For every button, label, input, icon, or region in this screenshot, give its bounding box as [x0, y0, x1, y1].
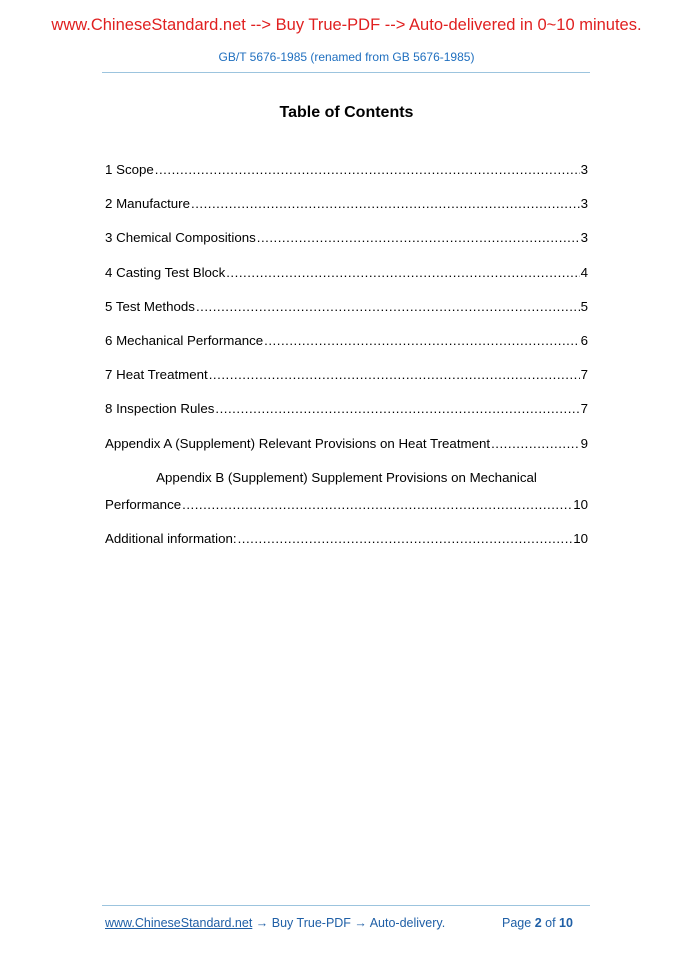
toc-entry-page: 7: [580, 367, 588, 383]
toc-entry-casting-test-block[interactable]: [105, 264, 588, 298]
footer-promo-suffix: → Buy True-PDF → Auto-delivery.: [252, 916, 446, 930]
footer-promo: [105, 916, 445, 930]
top-banner-link[interactable]: [0, 16, 693, 35]
toc-leader-dots: [238, 530, 573, 547]
toc-leader-dots: [209, 366, 580, 383]
toc-entry-chemical-compositions[interactable]: [105, 229, 588, 263]
footer-divider: [102, 905, 590, 906]
toc-entry-inspection-rules[interactable]: [105, 400, 588, 434]
toc-leader-dots: [491, 435, 580, 452]
standard-id: GB/T 5676-1985 (renamed from GB 5676-1985): [218, 50, 475, 64]
banner-text[interactable]: www.ChineseStandard.net --> Buy True-PDF --> Auto-delivered in 0~10 minutes.: [51, 16, 642, 34]
toc-entry-mechanical-performance[interactable]: [105, 332, 588, 366]
page-indicator: [502, 916, 573, 930]
toc-entry-page: 7: [580, 401, 588, 417]
toc-entry-label: 3 Chemical Compositions: [105, 230, 256, 246]
toc-entry-additional-information[interactable]: [105, 530, 588, 564]
toc-entry-page: 3: [580, 162, 588, 177]
toc-entry-appendix-b[interactable]: [105, 469, 588, 530]
toc-entry-appendix-a[interactable]: [105, 435, 588, 469]
toc-entry-page: 10: [573, 496, 588, 512]
toc-entry-heat-treatment[interactable]: [105, 366, 588, 400]
toc-leader-dots: [264, 332, 579, 349]
toc-entry-scope[interactable]: [105, 161, 588, 195]
toc-leader-dots: [257, 229, 580, 246]
page-word: Page: [502, 916, 532, 930]
header-divider: [102, 72, 590, 73]
toc-entry-label: 6 Mechanical Performance: [105, 332, 264, 348]
toc-leader-dots: [226, 264, 579, 281]
toc-entry-label: 1 Scope: [105, 162, 154, 177]
toc-entry-manufacture[interactable]: [105, 195, 588, 229]
toc-leader-dots: [215, 400, 579, 417]
toc-entry-line2: [105, 496, 588, 530]
toc-entry-page: 4: [580, 264, 588, 280]
toc-entry-label: 4 Casting Test Block: [105, 264, 226, 280]
page-current: 2: [534, 916, 542, 930]
toc-entry-label: 5 Test Methods: [105, 298, 195, 314]
toc-leader-dots: [191, 195, 580, 212]
toc-entry-label-line1: Appendix B (Supplement) Supplement Provisions on Mechanical: [156, 469, 537, 485]
footer-site-link[interactable]: www.ChineseStandard.net: [105, 916, 253, 930]
toc-leader-dots: [196, 298, 580, 315]
toc-list: [105, 161, 588, 564]
toc-entry-label: 8 Inspection Rules: [105, 401, 215, 417]
toc-entry-label: 7 Heat Treatment: [105, 367, 208, 383]
toc-entry-label: Additional information:: [105, 530, 237, 546]
toc-entry-test-methods[interactable]: [105, 298, 588, 332]
toc-entry-page: 9: [580, 435, 588, 451]
toc-entry-label: Appendix A (Supplement) Relevant Provisions on Heat Treatment: [105, 435, 491, 451]
toc-entry-page: 3: [580, 230, 588, 246]
page-of: of: [545, 916, 556, 930]
toc-entry-page: 10: [573, 530, 588, 546]
toc-entry-page: 6: [580, 332, 588, 348]
toc-entry-page: 3: [580, 196, 588, 212]
toc-entry-label-line2: Performance: [105, 496, 182, 512]
toc-entry-page: 5: [580, 298, 588, 314]
toc-entry-label: 2 Manufacture: [105, 196, 191, 212]
toc-leader-dots: [155, 161, 580, 178]
page-total: 10: [559, 916, 573, 930]
toc-title: Table of Contents: [279, 104, 414, 121]
toc-leader-dots: [182, 496, 572, 513]
